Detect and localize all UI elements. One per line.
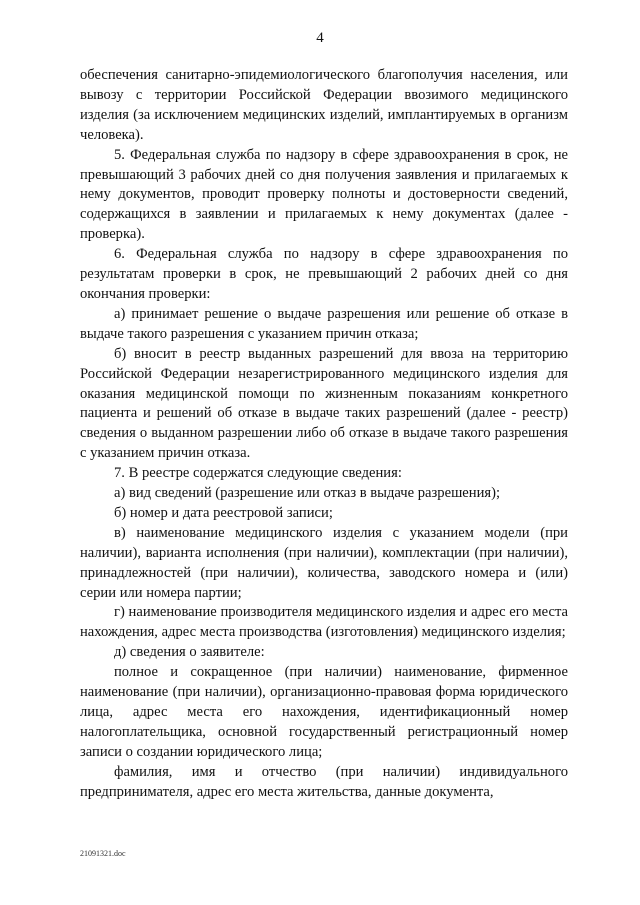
page-number: 4 [316, 30, 324, 46]
subitem-7b: б) номер и дата реестровой записи; [114, 504, 333, 521]
applicant-legal-entity: полное и сокращенное (при наличии) наименование, фирменное наименование (при наличии), организационно-правовая форма юридического лица, адрес места его нахождения, идентификационный номер налогоплательщика, основной государственный регистрационный номер записи о создании юридического лица; [80, 664, 568, 760]
file-name-footer: 21091321.doc [80, 849, 126, 858]
paragraph-item-6: 6. Федеральная служба по надзору в сфере здравоохранения по результатам проверки в срок, не превышающий 2 рабочих дней со дня окончания проверки: [80, 246, 568, 302]
paragraph-item-7: 7. В реестре содержатся следующие сведения: [114, 465, 402, 482]
subitem-6b: б) вносит в реестр выданных разрешений для ввоза на территорию Российской Федерации незарегистрированного медицинского изделия для оказания медицинской помощи по жизненным показаниям конкретного пациента и решений об отказе в выдаче таких разрешений (далее - реестр) сведения о выданном разрешении либо об отказе в выдаче такого разрешения с указанием причин отказа. [80, 345, 568, 462]
subitem-7a: а) вид сведений (разрешение или отказ в выдаче разрешения); [114, 485, 501, 502]
subitem-6a: а) принимает решение о выдаче разрешения или решение об отказе в выдаче такого разрешения с указанием причин отказа; [80, 305, 568, 342]
document-body [80, 66, 568, 803]
paragraph-continuation: обеспечения санитарно-эпидемиологического благополучия населения, или вывозу с территории Российской Федерации ввозимого медицинского изделия (за исключением медицинских изделий, имплантируемых в организм человека). [80, 67, 568, 143]
paragraph-item-5: 5. Федеральная служба по надзору в сфере здравоохранения в срок, не превышающий 3 рабочих дней со дня получения заявления и прилагаемых к нему документов, проводит проверку полноты и достоверности сведений, содержащихся в заявлении и прилагаемых к нему документах (далее - проверка). [80, 146, 568, 243]
subitem-7g: г) наименование производителя медицинского изделия и адрес его места нахождения, адрес места производства (изготовления) медицинского изделия; [80, 604, 568, 641]
applicant-individual: фамилия, имя и отчество (при наличии) индивидуального предпринимателя, адрес его места жительства, данные документа, [80, 763, 568, 800]
subitem-7v: в) наименование медицинского изделия с указанием модели (при наличии), варианта исполнения (при наличии), комплектации (при наличии), принадлежностей (при наличии), количества, заводского номера и (или) серии или номера партии; [80, 524, 568, 601]
subitem-7d: д) сведения о заявителе: [114, 644, 265, 661]
